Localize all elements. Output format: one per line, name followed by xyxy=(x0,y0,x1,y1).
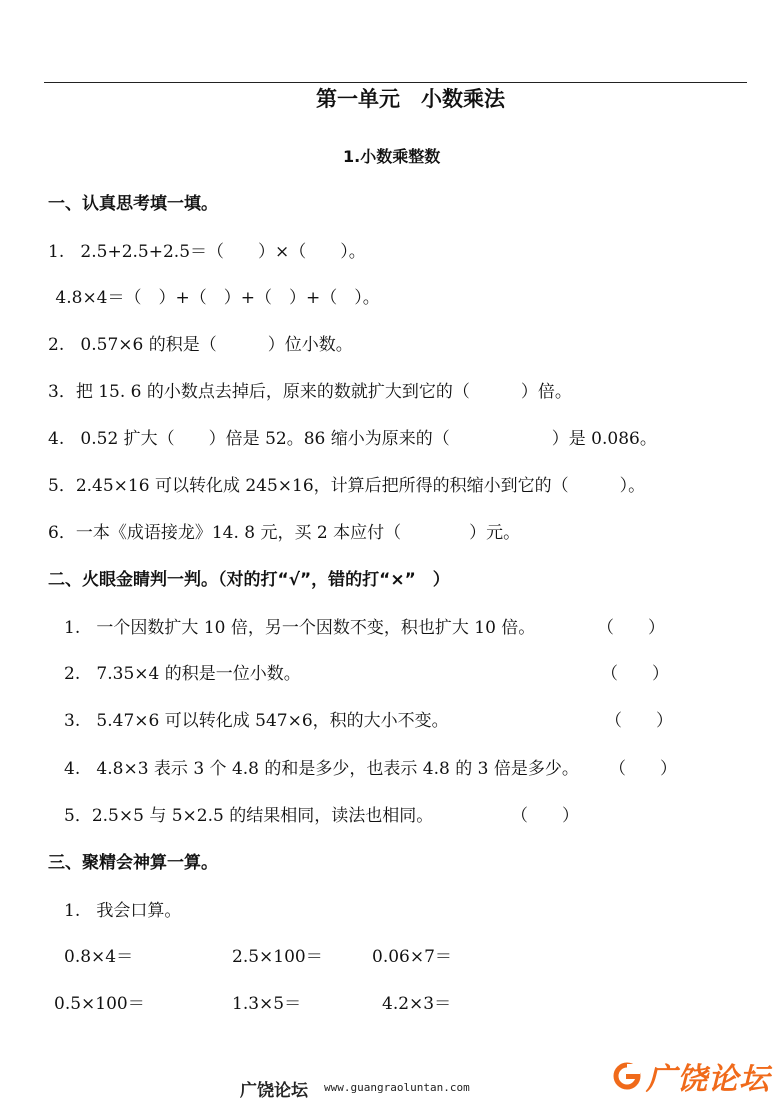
calc-item: 0.8×4＝ xyxy=(64,947,134,967)
judge-item-text: 2. 7.35×4 的积是一位小数。 xyxy=(64,664,301,684)
answer-blank: （ ） xyxy=(511,806,579,826)
logo-text: 广饶论坛 xyxy=(646,1062,770,1097)
calc-item: 0.06×7＝ xyxy=(372,947,452,967)
section-heading-judge: 二、火眼金睛判一判。（对的打“√”，错的打“×” ） xyxy=(48,570,450,590)
judge-item-text: 1. 一个因数扩大 10 倍，另一个因数不变，积也扩大 10 倍。 xyxy=(64,618,536,638)
footer-url: www.guangraoluntan.com xyxy=(324,1081,470,1094)
calc-item: 1.3×5＝ xyxy=(232,994,302,1014)
calc-item: 4.2×3＝ xyxy=(382,994,452,1014)
answer-blank: （ ） xyxy=(601,664,669,684)
top-rule xyxy=(44,82,747,83)
calc-subheading: 1. 我会口算。 xyxy=(64,901,182,921)
judge-item-text: 3. 5.47×6 可以转化成 547×6，积的大小不变。 xyxy=(64,711,449,731)
site-logo xyxy=(612,1054,770,1098)
question-line: 1. 2.5+2.5+2.5＝（ ）×（ ）。 xyxy=(48,242,366,262)
lesson-subtitle: 1.小数乘整数 xyxy=(343,147,441,166)
question-line: 5．2.45×16 可以转化成 245×16，计算后把所得的积缩小到它的（ ）。 xyxy=(48,476,646,496)
question-line: 2. 0.57×6 的积是（ ）位小数。 xyxy=(48,335,353,355)
page-title: 第一单元 小数乘法 xyxy=(316,87,505,111)
answer-blank: （ ） xyxy=(597,618,665,638)
logo-g-icon xyxy=(612,1061,642,1091)
question-line: 6．一本《成语接龙》14. 8 元，买 2 本应付（ ）元。 xyxy=(48,523,521,543)
judge-item-text: 4. 4.8×3 表示 3 个 4.8 的和是多少，也表示 4.8 的 3 倍是多少。 xyxy=(64,759,579,779)
section-heading-calc: 三、聚精会神算一算。 xyxy=(48,853,218,873)
question-line: 4. 0.52 扩大（ ）倍是 52。86 缩小为原来的（ ）是 0.086。 xyxy=(48,429,657,449)
footer-site-name: 广饶论坛 xyxy=(240,1081,308,1101)
answer-blank: （ ） xyxy=(609,759,677,779)
calc-item: 0.5×100＝ xyxy=(54,994,145,1014)
calc-item: 2.5×100＝ xyxy=(232,947,323,967)
answer-blank: （ ） xyxy=(605,711,673,731)
judge-item-text: 5．2.5×5 与 5×2.5 的结果相同，读法也相同。 xyxy=(64,806,434,826)
question-line: 4.8×4＝（ ）+（ ）+（ ）+（ ）。 xyxy=(50,288,380,308)
question-line: 3．把 15. 6 的小数点去掉后，原来的数就扩大到它的（ ）倍。 xyxy=(48,382,572,402)
section-heading-fill: 一、认真思考填一填。 xyxy=(48,194,218,214)
